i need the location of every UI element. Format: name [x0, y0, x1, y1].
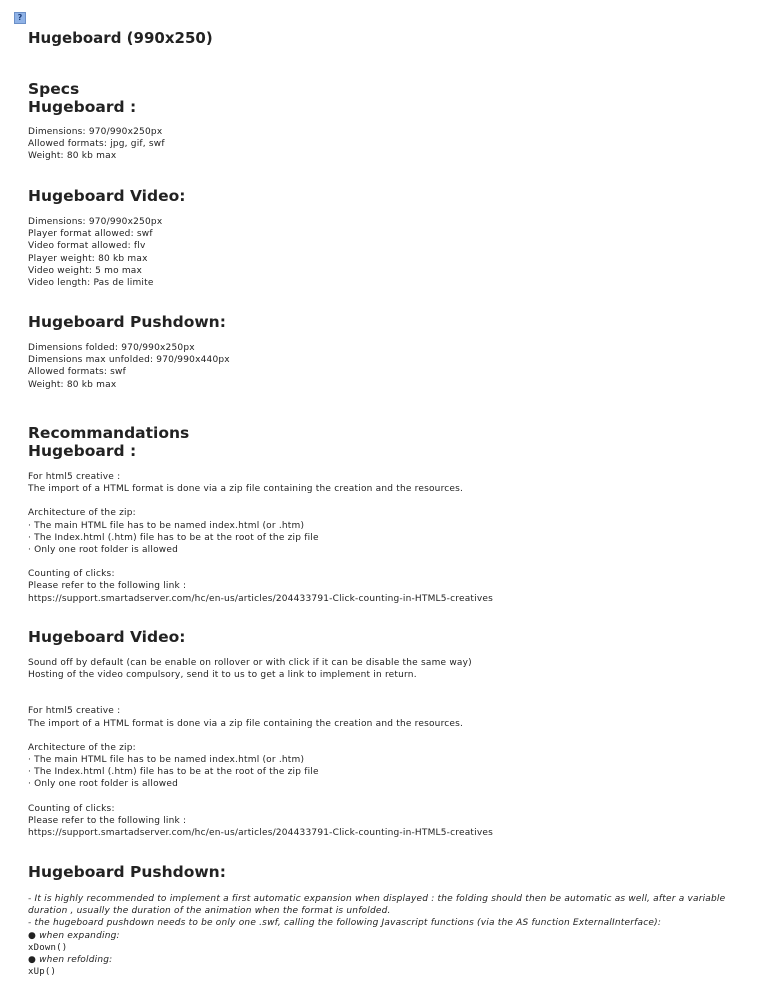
specs-heading-line1: Specs	[28, 80, 80, 98]
reco-video-heading: Hugeboard Video:	[28, 628, 186, 646]
html5-text: The import of a HTML format is done via a zip file containing the creation and the resources.	[28, 484, 464, 495]
expanding-item	[28, 930, 725, 942]
clicks-text: Please refer to the following link :	[28, 815, 187, 826]
spec-line: Allowed formats: jpg, gif, swf	[28, 139, 165, 150]
pushdown-note: duration , usually the duration of the animation when the format is unfolded.	[28, 906, 391, 917]
specs-pushdown-heading: Hugeboard Pushdown:	[28, 313, 226, 331]
refolding-code: xUp()	[28, 967, 57, 978]
html5-title: For html5 creative :	[28, 706, 121, 717]
pushdown-note: - It is highly recommended to implement a first automatic expansion when displayed : the folding should then be automatic as well, after a variable	[28, 894, 726, 904]
reco-heading	[28, 424, 189, 460]
arch-line: · The Index.html (.htm) file has to be at the root of the zip file	[28, 532, 319, 543]
specs-pushdown-list	[28, 342, 230, 391]
clicks-title: Counting of clicks:	[28, 803, 115, 814]
bullet-icon: ●	[28, 955, 37, 966]
page-title: Hugeboard (990x250)	[28, 29, 213, 47]
spec-line: Weight: 80 kb max	[28, 379, 117, 390]
arch-title: Architecture of the zip:	[28, 742, 136, 753]
video-note: Hosting of the video compulsory, send it to us to get a link to implement in return.	[28, 670, 417, 681]
html5-text: The import of a HTML format is done via a zip file containing the creation and the resources.	[28, 718, 464, 729]
arch-line: · The Index.html (.htm) file has to be at the root of the zip file	[28, 767, 319, 778]
spec-line: Video weight: 5 mo max	[28, 265, 143, 276]
broken-image-icon: ?	[14, 12, 26, 24]
spec-line: Dimensions: 970/990x250px	[28, 217, 163, 227]
spec-line: Player format allowed: swf	[28, 229, 153, 240]
spec-line: Weight: 80 kb max	[28, 151, 117, 162]
spec-line: Player weight: 80 kb max	[28, 253, 148, 264]
spec-line: Dimensions max unfolded: 970/990x440px	[28, 355, 230, 366]
reco-heading-line1: Recommandations	[28, 424, 190, 442]
reco-pushdown-body	[28, 893, 725, 978]
expanding-code: xDown()	[28, 942, 68, 953]
reco-pushdown-heading: Hugeboard Pushdown:	[28, 863, 226, 881]
reco-video-body	[28, 657, 493, 839]
clicks-title: Counting of clicks:	[28, 569, 115, 580]
spec-line: Video format allowed: flv	[28, 241, 146, 252]
reco-body	[28, 471, 493, 605]
bullet-icon: ●	[28, 930, 37, 941]
specs-list	[28, 126, 165, 163]
clicks-text: Please refer to the following link :	[28, 581, 187, 592]
clicks-link[interactable]: https://support.smartadserver.com/hc/en-us/articles/204433791-Click-counting-in-HTML5-creatives	[28, 828, 494, 839]
spec-line: Dimensions: 970/990x250px	[28, 127, 163, 137]
arch-line: · The main HTML file has to be named index.html (or .htm)	[28, 755, 305, 766]
specs-heading-line2: Hugeboard :	[28, 98, 137, 116]
arch-title: Architecture of the zip:	[28, 508, 136, 519]
specs-video-list	[28, 216, 162, 289]
arch-line: · Only one root folder is allowed	[28, 545, 178, 556]
spec-line: Video length: Pas de limite	[28, 278, 154, 289]
arch-line: · The main HTML file has to be named index.html (or .htm)	[28, 520, 305, 531]
clicks-link[interactable]: https://support.smartadserver.com/hc/en-us/articles/204433791-Click-counting-in-HTML5-creatives	[28, 593, 494, 604]
spec-line: Allowed formats: swf	[28, 367, 126, 378]
spec-line: Dimensions folded: 970/990x250px	[28, 343, 195, 353]
html5-title: For html5 creative :	[28, 472, 121, 482]
expanding-label: when expanding:	[39, 930, 120, 941]
pushdown-note: - the hugeboard pushdown needs to be only one .swf, calling the following Javascript functions (via the AS function ExternalInterface):	[28, 918, 662, 929]
refolding-item	[28, 954, 725, 966]
specs-heading	[28, 80, 136, 116]
specs-video-heading: Hugeboard Video:	[28, 187, 186, 205]
refolding-label: when refolding:	[39, 955, 113, 966]
reco-heading-line2: Hugeboard :	[28, 442, 137, 460]
arch-line: · Only one root folder is allowed	[28, 779, 178, 790]
video-note: Sound off by default (can be enable on rollover or with click if it can be disable the same way)	[28, 658, 472, 668]
